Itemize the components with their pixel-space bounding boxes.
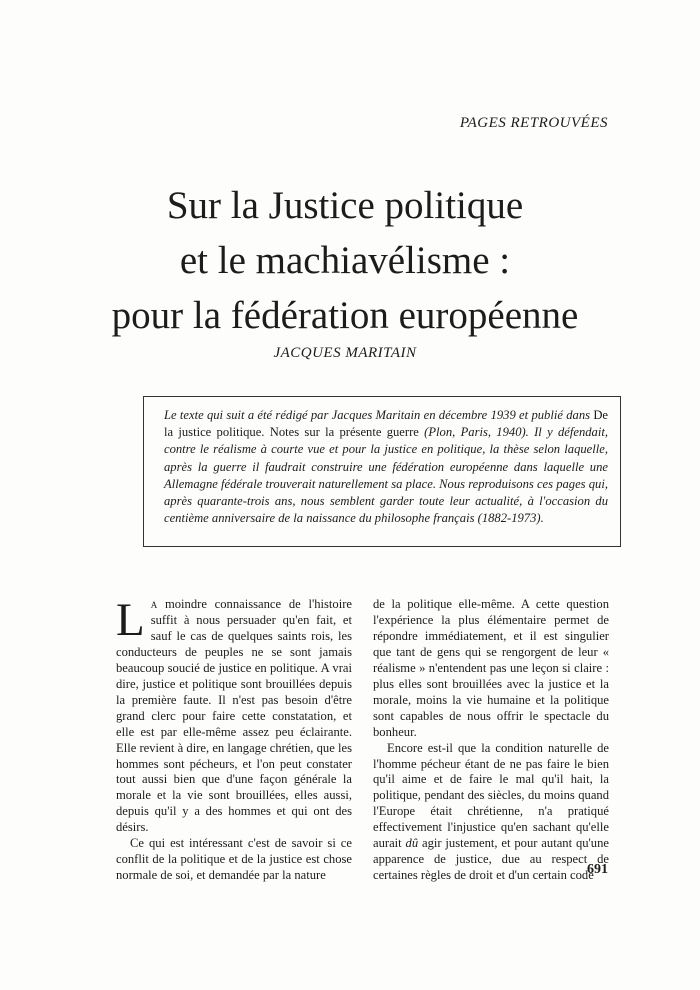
body-paragraph-4-text-a: Encore est-il que la condition naturelle de l'homme pécheur étant de ne pas faire le bien qu'il aime et de faire le mal qu'il hait, la politique, pendant des siècles, du moins quand l'Europe était chrétienne, n'a pratiqué effectivement l'injustice qu'en sachant qu'elle aurait [373,740,609,851]
article-title [100,178,590,343]
body-paragraph-1-text: moindre connaissance de l'histoire suffit à nous persuader qu'en fait, et sauf le cas de quelques saints rois, les conducteurs de peuples ne se sont jamais beaucoup soucié de justice en politique. A vrai dire, justice et politique sont brouillées depuis la première faute. Il n'est pas besoin d'être grand clerc pour faire cette constatation, et elle est par elle-même assez peu éclairante. Elle revient à dire, en langage chrétien, que les hommes sont pécheurs, et l'on peut constater tout aussi bien que d'une façon générale la morale et la vie sont brouillées, elles aussi, depuis qu'il y a des hommes et qui ont des désirs. [116,597,352,835]
body-paragraph-4 [373,741,609,885]
intro-text-2: (Plon, Paris, 1940). Il y défendait, contre le réalisme à courte vue et pour la justice en politique, la thèse selon laquelle, après la guerre il faudrait construire une fédération européenne dans laquelle une Allemagne fédérale trouverait naturellement sa place. Nous reproduisons ces pages qui, après quarante-trois ans, nous semblent garder toute leur actualité, à l'occasion du centième anniversaire de la naissance du philosophe français (1882-1973). [164,425,608,526]
drop-cap: L [116,594,145,646]
title-line-2: et le machiavélisme : [179,239,511,282]
section-label: PAGES RETROUVÉES [459,115,608,131]
opening-smallcaps: a [150,597,158,611]
page-number: 691 [587,862,608,877]
title-line-3: pour la fédération européenne [111,294,579,337]
title-line-1: Sur la Justice politique [166,184,524,227]
body-paragraph-3: de la politique elle-même. A cette question l'expérience la plus élémentaire permet de répondre immédiatement, et il est singulier que tant de gens qui se rengorgent de leur « réalisme » n'entendent pas une leçon si claire : plus elles sont brouillées avec la justice et la morale, moins la vie humaine et la politique sont capables de nous offrir le spectacle du bonheur. [373,597,609,739]
body-paragraph-2: Ce qui est intéressant c'est de savoir si ce conflit de la politique et de la justice est chose normale de soi, et demandée par la nature [116,836,352,883]
intro-text-1: Le texte qui suit a été rédigé par Jacques Maritain en décembre 1939 et publié dans [164,408,594,422]
intro-box [143,396,621,547]
body-column-left [116,594,352,884]
body-column-right [373,597,609,884]
body-paragraph-4-emphasis: dû [405,836,419,851]
body-paragraph-1 [116,594,352,836]
intro-book-title: De la justice politique. Notes sur la présente guerre [164,408,608,440]
body-paragraph-4-text-b: agir justement, et pour autant qu'une apparence de justice, due au respect de certaines règles de droit et d'un certain code [373,836,609,883]
intro-paragraph [164,407,608,527]
author-name: JACQUES MARITAIN [273,345,417,361]
